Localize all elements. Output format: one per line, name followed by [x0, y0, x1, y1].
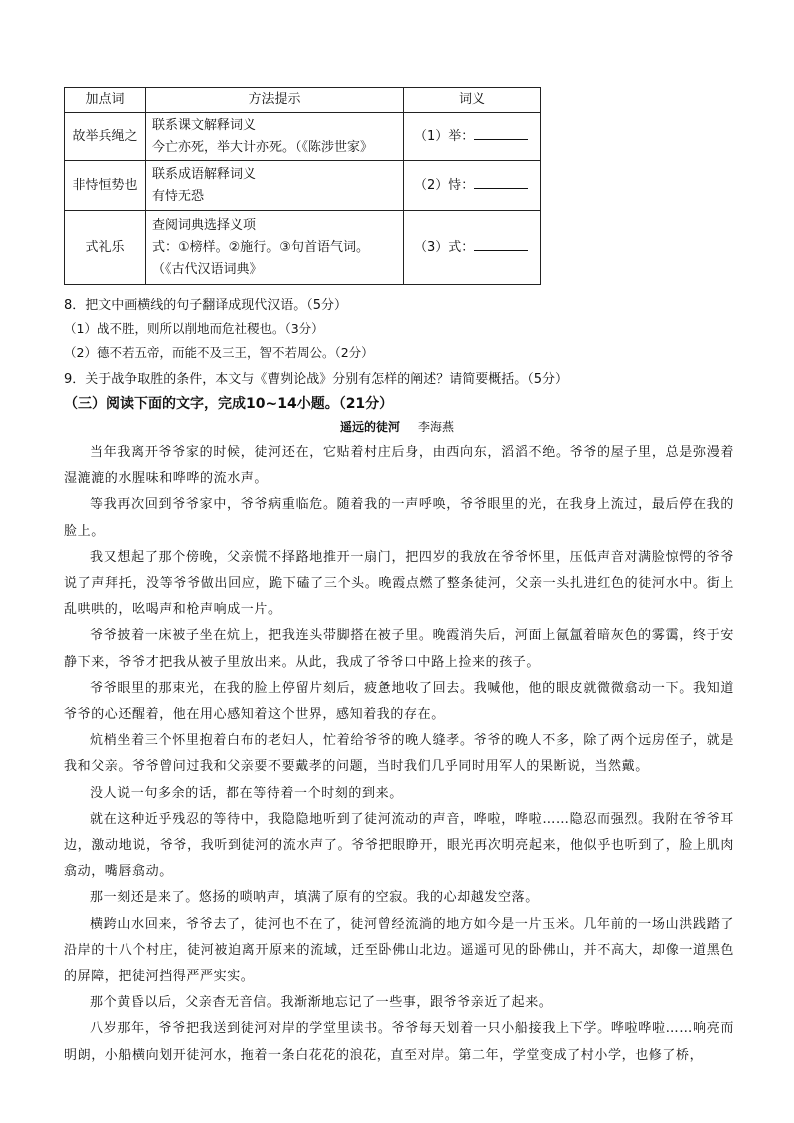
method-line: 联系课文解释词义 — [152, 117, 257, 133]
table-header-row — [65, 88, 541, 113]
meaning-label: （3）式： — [414, 240, 475, 255]
meaning-cell — [404, 161, 541, 211]
method-cell — [146, 161, 404, 211]
dotted-word-cell: 式礼乐 — [65, 211, 146, 285]
article-paragraph: 炕梢坐着三个怀里抱着白布的老妇人，忙着给爷爷的晚人缝孝。爷爷的晚人不多，除了两个远房侄子，就是我和父亲。爷爷曾问过我和父亲要不要戴孝的问题，当时我们几乎同时用军人的果断说，当然戴。 — [64, 733, 734, 775]
table-row — [65, 161, 541, 211]
article-paragraph: 就在这种近乎残忍的等待中，我隐隐地听到了徒河流动的声音，哗啦，哗啦……隐忍而强烈。我附在爷爷耳边，激动地说，爷爷，我听到徒河的流水声了。爷爷把眼睁开，眼光再次明亮起来，他似乎也听到了，脸上肌肉翕动，嘴唇翕动。 — [64, 811, 734, 880]
table-header-cell: 方法提示 — [146, 88, 404, 113]
method-cell — [146, 211, 404, 285]
table-row — [65, 113, 541, 161]
article-author: 李海燕 — [418, 420, 455, 434]
method-line: 查阅词典选择义项 — [152, 217, 257, 233]
article-paragraph: 八岁那年，爷爷把我送到徒河对岸的学堂里读书。爷爷每天划着一只小船接我上下学。哗啦哗啦……响亮而明朗，小船横向划开徒河水，拖着一条白花花的浪花，直至对岸。第二年，学堂变成了村小学，也修了桥， — [64, 1021, 734, 1063]
article-paragraph: 爷爷披着一床被子坐在炕上，把我连头带脚搭在被子里。晚霞消失后，河面上氤氲着暗灰色的雾霭，终于安静下来，爷爷才把我从被子里放出来。从此，我成了爷爷口中路上捡来的孩子。 — [64, 628, 734, 670]
article-paragraph: 横跨山水回来，爷爷去了，徒河也不在了，徒河曾经流淌的地方如今是一片玉米。几年前的一场山洪践踏了沿岸的十八个村庄，徒河被迫离开原来的流域，迁至卧佛山北边。遥遥可见的卧佛山，并不高大，却像一道黑色的屏障，把徒河挡得严严实实。 — [64, 916, 734, 985]
meaning-cell — [404, 113, 541, 161]
answer-blank[interactable] — [474, 236, 528, 251]
article-title: 遥远的徒河 — [339, 420, 400, 434]
table-header-cell: 词义 — [404, 88, 541, 113]
method-line: 联系成语解释词义 — [152, 166, 257, 182]
article-paragraph: 爷爷眼里的那束光，在我的脸上停留片刻后，疲惫地收了回去。我喊他，他的眼皮就微微翕动一下。我知道爷爷的心还醒着，他在用心感知着这个世界，感知着我的存在。 — [64, 680, 734, 723]
article-title-line — [0, 418, 794, 435]
article-paragraph: 那一刻还是来了。悠扬的唢呐声，填满了原有的空寂。我的心却越发空落。 — [90, 890, 539, 906]
article-paragraph: 没人说一句多余的话，都在等待着一个时刻的到来。 — [90, 785, 403, 801]
method-line: 有恃无恐 — [152, 188, 205, 204]
question-8-2: （2）德不若五帝，而能不及三王，智不若周公。（2分） — [64, 345, 374, 360]
method-line: （《古代汉语词典》 — [152, 261, 263, 277]
method-line: 式：①榜样。②施行。③句首语气词。 — [152, 239, 369, 255]
article-body — [64, 440, 734, 1069]
article-paragraph: 当年我离开爷爷家的时候，徒河还在，它贴着村庄后身，由西向东，滔滔不绝。爷爷的屋子里，总是弥漫着湿漉漉的水腥味和哗哗的流水声。 — [64, 445, 734, 487]
dotted-word-cell: 故举兵绳之 — [65, 113, 146, 161]
table-header-cell: 加点词 — [65, 88, 146, 113]
method-cell — [146, 113, 404, 161]
table-row — [65, 211, 541, 285]
question-9: 9．关于战争取胜的条件，本文与《曹刿论战》分别有怎样的阐述？请简要概括。（5分） — [64, 372, 569, 387]
vocab-table — [64, 87, 541, 285]
article-paragraph: 我又想起了那个傍晚，父亲慌不择路地推开一扇门，把四岁的我放在爷爷怀里，压低声音对满脸惊愕的爷爷说了声拜托，没等爷爷做出回应，跪下磕了三个头。晚霞点燃了整条徒河，父亲一头扎进红色的徒河水中。街上乱哄哄的，吆喝声和枪声响成一片。 — [64, 549, 734, 618]
article-paragraph: 那个黄昏以后，父亲杳无音信。我渐渐地忘记了一些事，跟爷爷亲近了起来。 — [90, 995, 553, 1011]
question-8: 8．把文中画横线的句子翻译成现代汉语。（5分） — [64, 298, 348, 313]
section-heading: （三）阅读下面的文字，完成10~14小题。（21分） — [64, 396, 394, 412]
dotted-word-cell: 非恃恒势也 — [65, 161, 146, 211]
meaning-label: （2）恃： — [414, 178, 475, 193]
meaning-label: （1）举： — [414, 129, 475, 144]
answer-blank[interactable] — [474, 125, 528, 140]
question-8-1: （1）战不胜，则所以削地而危社稷也。（3分） — [64, 321, 324, 336]
answer-blank[interactable] — [474, 174, 528, 189]
meaning-cell — [404, 211, 541, 285]
method-line: 今亡亦死，举大计亦死。（《陈涉世家》 — [152, 139, 374, 155]
article-paragraph: 等我再次回到爷爷家中，爷爷病重临危。随着我的一声呼唤，爷爷眼里的光，在我身上流过，最后停在我的脸上。 — [64, 497, 734, 539]
